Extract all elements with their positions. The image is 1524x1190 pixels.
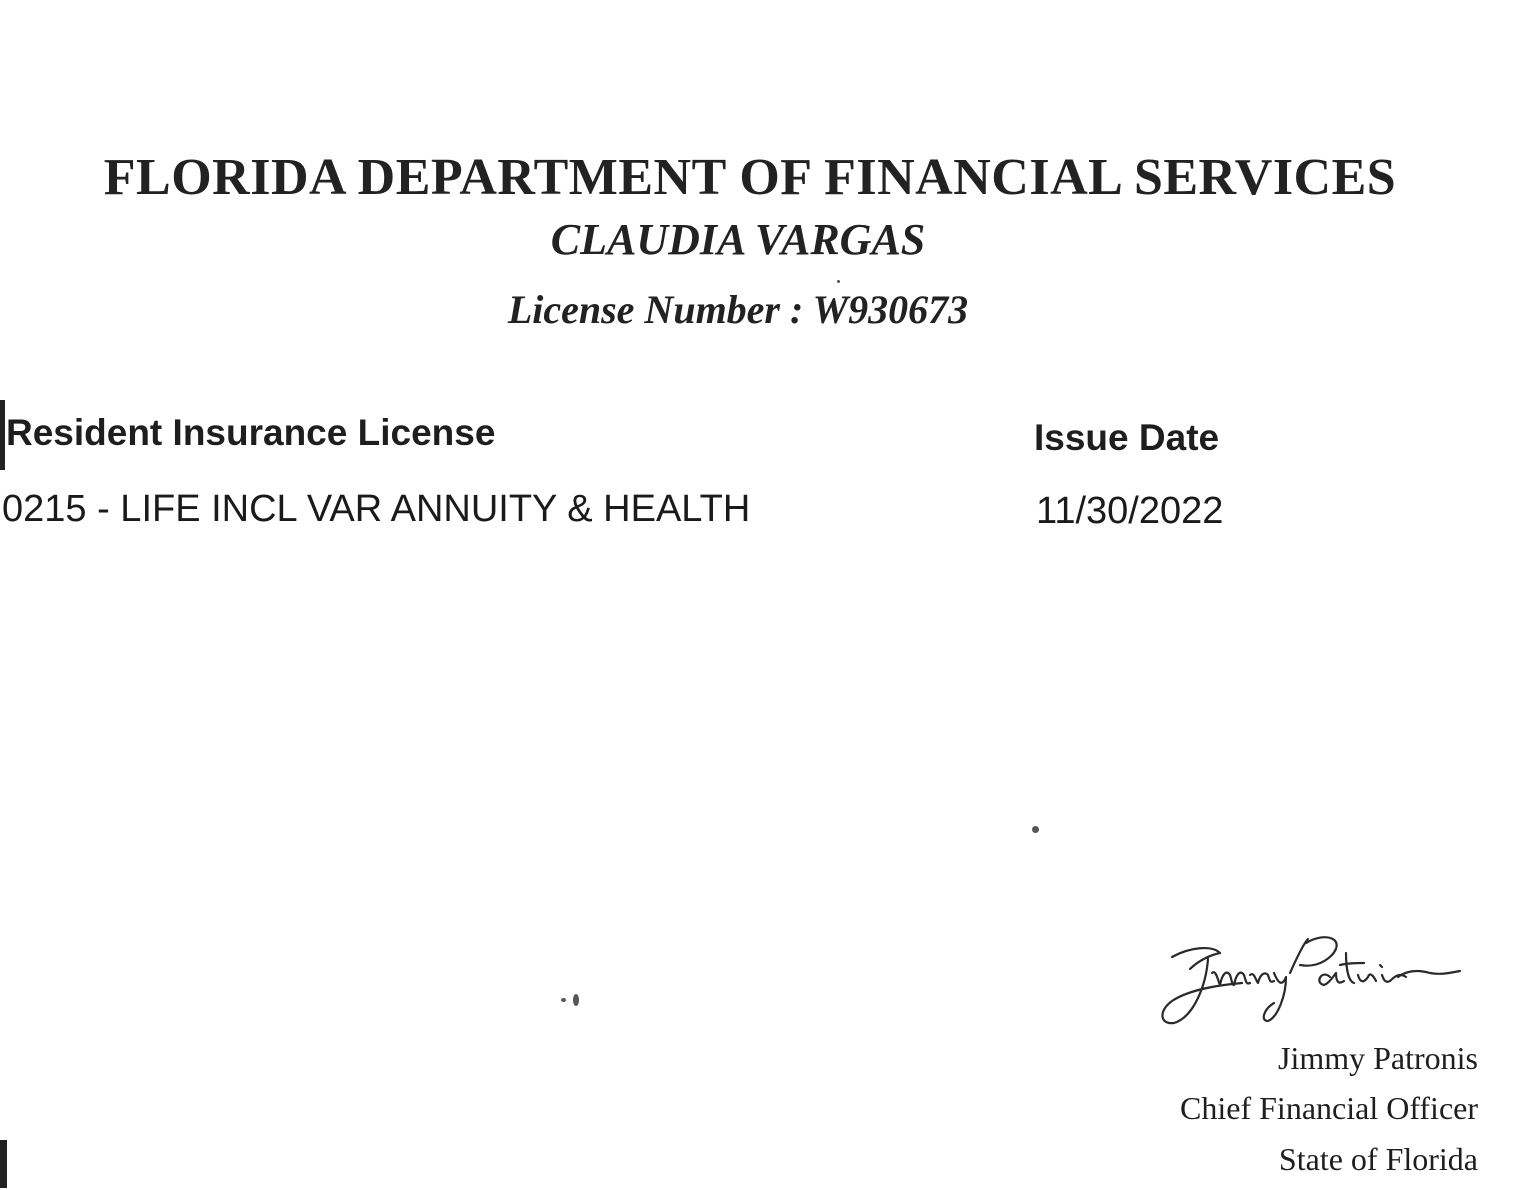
scan-speck	[1032, 826, 1039, 833]
license-type-value: 0215 - LIFE INCL VAR ANNUITY & HEALTH	[2, 488, 751, 530]
scan-speck	[561, 998, 566, 1002]
signer-state: State of Florida	[1278, 1141, 1478, 1177]
scan-speck	[837, 280, 840, 283]
licensee-name: CLAUDIA VARGAS	[550, 215, 926, 264]
signer-name: Jimmy Patronis	[1277, 1040, 1478, 1076]
license-number: License Number : W930673	[507, 287, 969, 332]
signature-image	[1150, 925, 1470, 1035]
issue-date-value: 11/30/2022	[1036, 490, 1224, 532]
license-type-header: Resident Insurance License	[6, 412, 496, 453]
scan-edge-mark	[0, 400, 5, 470]
signer-title: Chief Financial Officer	[1180, 1090, 1478, 1126]
department-title: FLORIDA DEPARTMENT OF FINANCIAL SERVICES	[103, 149, 1397, 206]
issue-date-header: Issue Date	[1034, 417, 1220, 458]
scan-edge-mark	[0, 1140, 7, 1188]
scan-speck	[573, 994, 579, 1006]
